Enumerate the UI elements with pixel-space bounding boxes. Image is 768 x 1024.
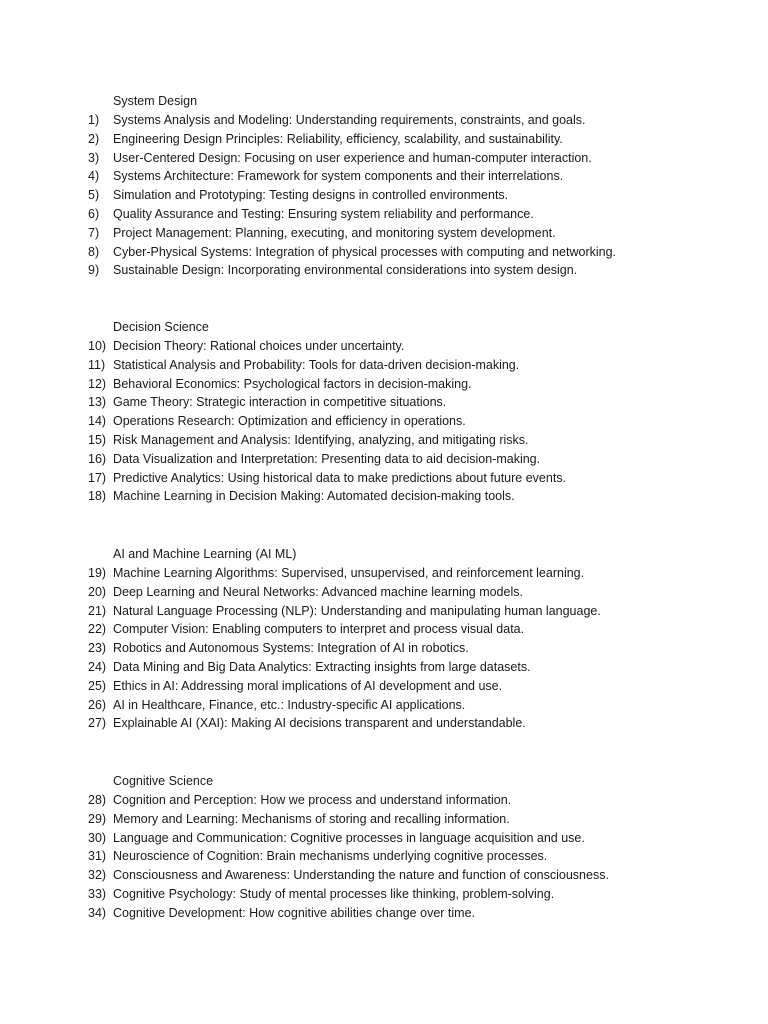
item-text: Sustainable Design: Incorporating environmental considerations into system design. [113,263,578,278]
item-text: Ethics in AI: Addressing moral implications of AI development and use. [113,678,503,693]
list-item [88,149,728,168]
item-text: Quality Assurance and Testing: Ensuring system reliability and performance. [113,206,534,221]
item-number: 11) [88,357,106,372]
list-item [88,866,728,885]
list-item [88,639,728,658]
list-item [88,487,728,506]
item-number: 26) [88,697,107,712]
list-item [88,658,728,677]
item-number: 21) [88,603,107,618]
item-number: 28) [88,793,107,807]
list-item [88,696,728,715]
item-number: 33) [88,886,107,901]
list-item [88,564,728,583]
item-number: 24) [88,659,107,674]
list-item [88,205,728,224]
list-item [88,602,728,621]
item-text: Cognitive Psychology: Study of mental processes like thinking, problem-solving. [113,886,555,901]
list-item [88,714,728,733]
list-item [88,885,728,904]
item-text: Memory and Learning: Mechanisms of storing and recalling information. [113,811,510,826]
item-number: 2) [88,131,100,146]
item-number: 3) [88,150,100,165]
item-number: 23) [88,641,107,656]
item-text: Predictive Analytics: Using historical data to make predictions about future events. [113,470,567,485]
item-number: 4) [88,169,100,184]
item-number: 12) [88,376,107,391]
list-item [88,356,728,375]
item-number: 34) [88,905,107,920]
list-item [88,450,728,469]
item-text: Data Visualization and Interpretation: Presenting data to aid decision-making. [113,451,541,466]
item-number: 8) [88,244,100,259]
item-number: 10) [88,339,107,353]
list-item [88,375,728,394]
list-item [88,829,728,848]
item-number: 27) [88,716,107,731]
item-text: Neuroscience of Cognition: Brain mechanisms underlying cognitive processes. [113,849,548,864]
item-number: 19) [88,566,107,580]
list-item [88,583,728,602]
list-item [88,111,728,130]
item-text: Robotics and Autonomous Systems: Integration of AI in robotics. [113,641,469,656]
list-item [88,393,728,412]
item-text: User-Centered Design: Focusing on user experience and human-computer interaction. [113,150,592,165]
list-item [88,431,728,450]
list-item [88,243,728,262]
item-text: Data Mining and Big Data Analytics: Extracting insights from large datasets. [113,659,531,674]
item-text: Risk Management and Analysis: Identifying, analyzing, and mitigating risks. [113,432,529,447]
item-number: 15) [88,432,107,447]
list-item [88,261,728,280]
item-text: Consciousness and Awareness: Understanding the nature and function of consciousness. [113,868,609,883]
item-number: 13) [88,395,107,410]
list-item [88,620,728,639]
item-number: 6) [88,206,100,221]
item-text: Machine Learning Algorithms: Supervised, unsupervised, and reinforcement learning. [113,566,585,580]
item-text: Language and Communication: Cognitive processes in language acquisition and use. [113,830,585,845]
list-item [88,469,728,488]
item-text: Cyber-Physical Systems: Integration of physical processes with computing and networking. [113,244,617,259]
item-number: 30) [88,830,107,845]
item-text: Behavioral Economics: Psychological factors in decision-making. [113,376,472,391]
section-title: AI and Machine Learning (AI ML) [113,547,297,561]
item-text: Decision Theory: Rational choices under uncertainty. [113,339,405,353]
list-item [88,186,728,205]
list-item [88,412,728,431]
item-text: Game Theory: Strategic interaction in competitive situations. [113,395,447,410]
item-text: Simulation and Prototyping: Testing designs in controlled environments. [113,188,509,203]
section-title: Cognitive Science [113,774,214,788]
item-number: 31) [88,849,107,864]
item-text: Cognition and Perception: How we process and understand information. [113,793,512,807]
item-text: Systems Analysis and Modeling: Understanding requirements, constraints, and goals. [113,113,586,127]
list-item [88,677,728,696]
item-number: 17) [88,470,107,485]
item-text: Engineering Design Principles: Reliability, efficiency, scalability, and sustainability. [113,131,563,146]
item-text: AI in Healthcare, Finance, etc.: Industry-specific AI applications. [113,697,466,712]
item-number: 29) [88,811,107,826]
item-text: Cognitive Development: How cognitive abilities change over time. [113,905,475,920]
list-item [88,167,728,186]
list-item [88,791,728,810]
list-item [88,810,728,829]
item-number: 9) [88,263,100,278]
item-number: 16) [88,451,107,466]
item-text: Machine Learning in Decision Making: Automated decision-making tools. [113,489,515,504]
section-ai-ml [88,545,728,733]
item-number: 7) [88,225,100,240]
list-item [88,904,728,923]
list-item [88,224,728,243]
section-title: Decision Science [113,320,209,334]
item-number: 20) [88,584,107,599]
section-title: System Design [113,94,198,108]
item-number: 32) [88,868,107,883]
item-number: 25) [88,678,107,693]
list-item [88,130,728,149]
item-text: Explainable AI (XAI): Making AI decisions transparent and understandable. [113,716,526,731]
item-text: Natural Language Processing (NLP): Understanding and manipulating human language. [113,603,601,618]
section-cognitive-science [88,772,728,923]
item-number: 14) [88,414,107,429]
item-number: 18) [88,489,107,504]
item-text: Project Management: Planning, executing, and monitoring system development. [113,225,556,240]
item-text: Computer Vision: Enabling computers to interpret and process visual data. [113,622,525,637]
section-decision-science [88,318,728,506]
item-number: 1) [88,113,100,127]
item-text: Statistical Analysis and Probability: Tools for data-driven decision-making. [113,357,520,372]
list-item [88,847,728,866]
item-number: 5) [88,188,100,203]
section-system-design [88,92,728,280]
item-number: 22) [88,622,107,637]
list-item [88,337,728,356]
item-text: Operations Research: Optimization and efficiency in operations. [113,414,466,429]
item-text: Systems Architecture: Framework for system components and their interrelations. [113,169,564,184]
item-text: Deep Learning and Neural Networks: Advanced machine learning models. [113,584,523,599]
